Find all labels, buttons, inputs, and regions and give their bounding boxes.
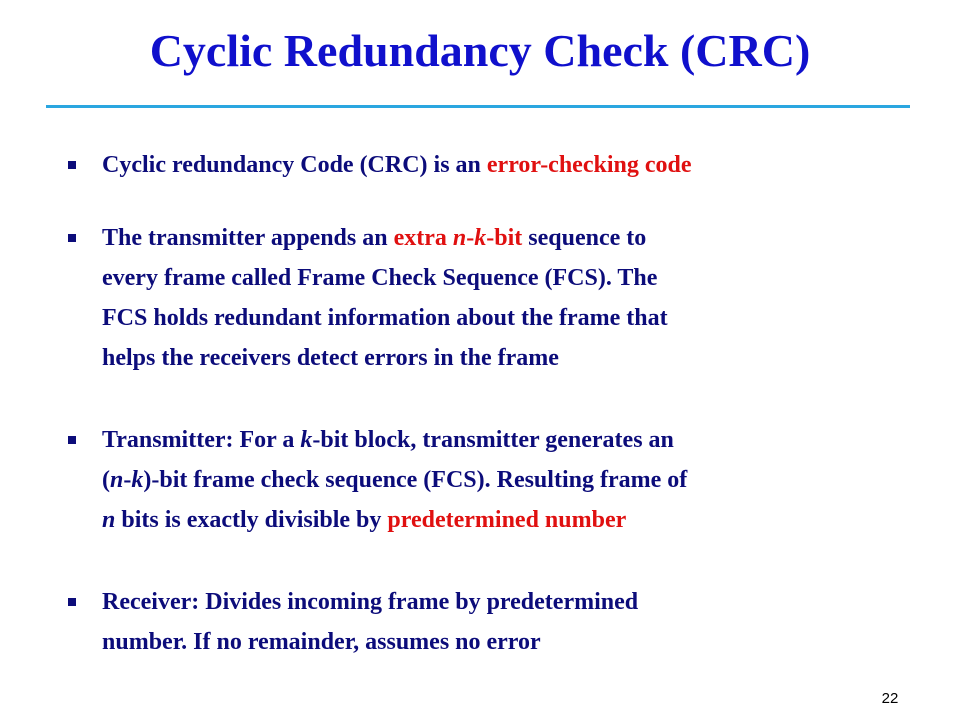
slide-title: Cyclic Redundancy Check (CRC) <box>149 25 811 76</box>
square-bullet-icon <box>68 234 76 242</box>
bullet-text-run: -bit block, transmitter generates an <box>312 427 674 453</box>
bullet-text-run: Transmitter: For a <box>102 427 301 453</box>
bullet-text-run: bits is exactly divisible by <box>115 507 388 533</box>
square-bullet-icon <box>68 436 76 444</box>
bullet-text-run: Receiver: Divides incoming frame by predetermined <box>102 589 639 615</box>
highlighted-text: k <box>474 225 487 251</box>
bullet-text-run: sequence to <box>522 225 647 251</box>
bullet-text-run: n <box>110 467 124 493</box>
bullet-text-run: number. If no remainder, assumes no error <box>102 629 541 655</box>
bullet-text-run: )-bit frame check sequence (FCS). Resulting frame of <box>143 467 688 493</box>
title-divider <box>46 105 910 108</box>
highlighted-text: error-checking code <box>486 152 692 178</box>
square-bullet-icon <box>68 161 76 169</box>
bullet-text <box>102 218 912 378</box>
bullet-text-run: n <box>102 507 116 533</box>
highlighted-text: n <box>452 225 467 251</box>
bullet-text-run: every frame called Frame Check Sequence (FCS). The <box>102 265 658 291</box>
square-bullet-icon <box>68 598 76 606</box>
highlighted-text: - <box>466 225 475 251</box>
bullet-text-run: k <box>300 427 313 453</box>
bullet-text-run: k <box>131 467 144 493</box>
bullet-text-run: ( <box>102 467 110 493</box>
bullet-text-run: FCS holds redundant information about the frame that <box>102 305 668 331</box>
bullet-text <box>102 420 912 540</box>
bullet-text <box>102 145 912 185</box>
highlighted-text: -bit <box>486 225 523 251</box>
highlighted-text: predetermined number <box>387 507 627 533</box>
highlighted-text: extra <box>393 225 453 251</box>
bullet-text <box>102 582 912 662</box>
bullet-text-run: helps the receivers detect errors in the frame <box>102 345 559 371</box>
bullet-text-run: Cyclic redundancy Code (CRC) is an <box>102 152 487 178</box>
bullet-text-run: - <box>123 467 132 493</box>
bullet-text-run: The transmitter appends an <box>102 225 394 251</box>
page-number: 22 <box>881 690 899 707</box>
